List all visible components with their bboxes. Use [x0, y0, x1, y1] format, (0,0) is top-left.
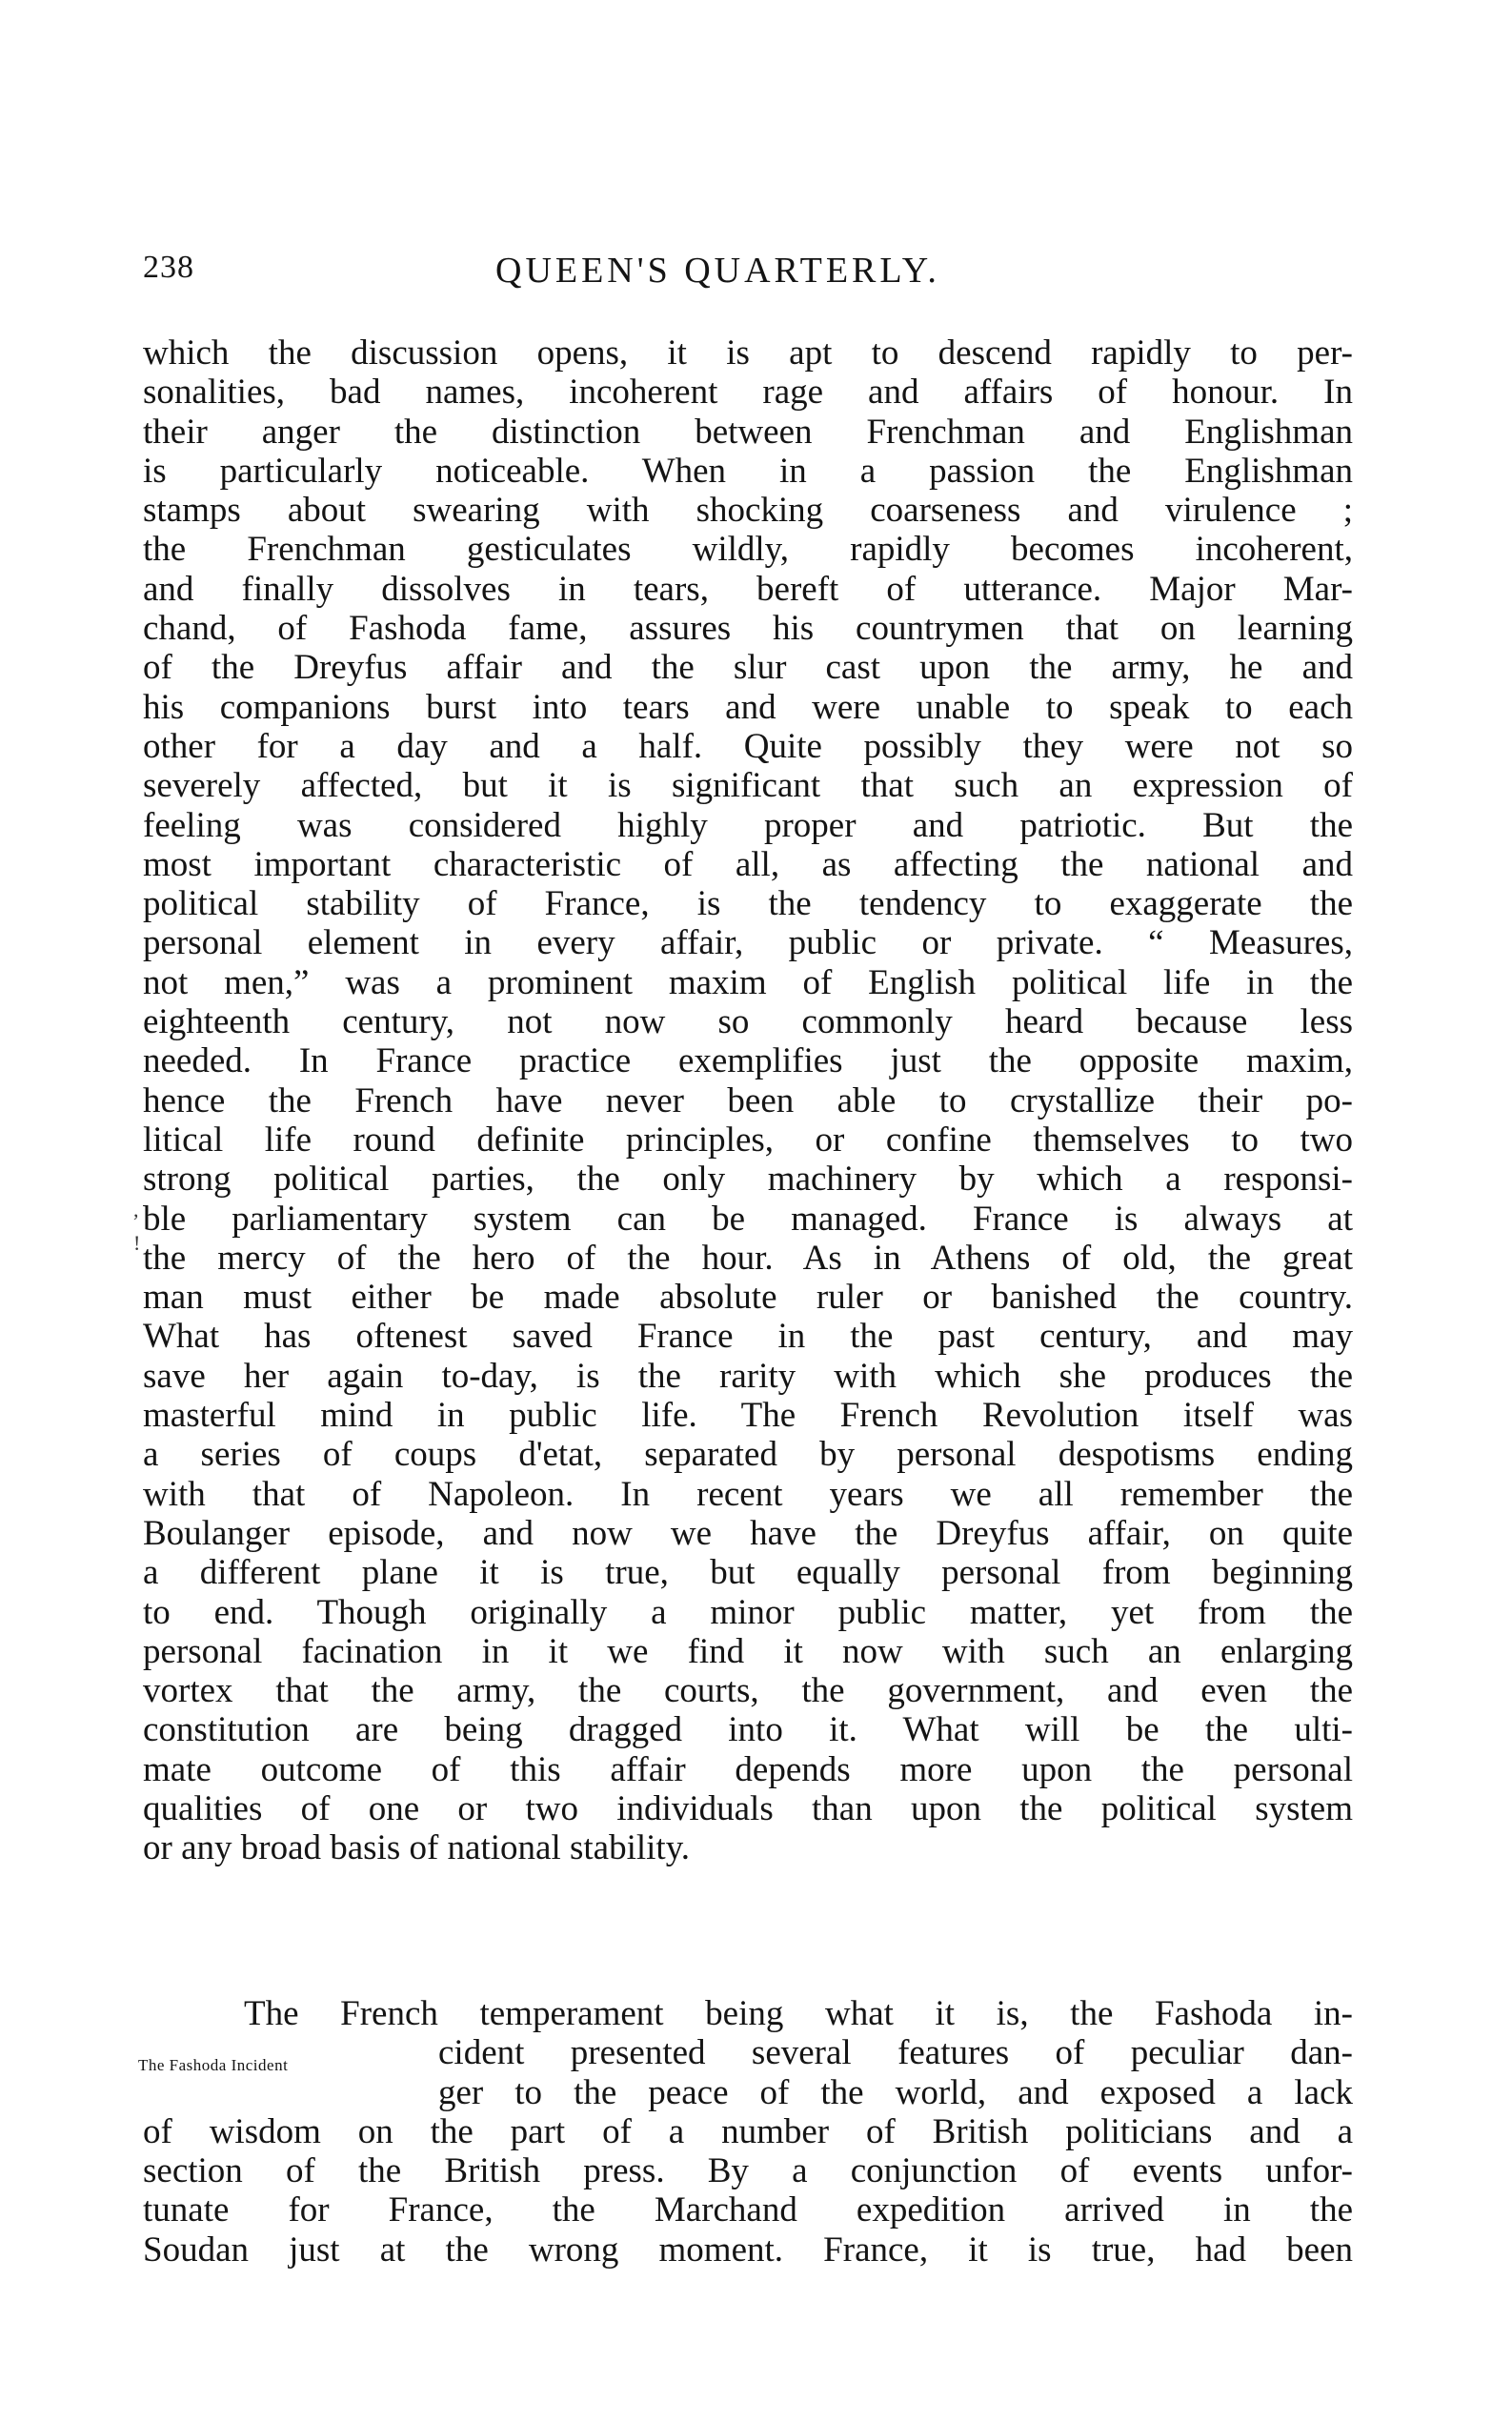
text-line: man must either be made absolute ruler or banished the country.: [143, 1278, 1353, 1318]
text-line: ger to the peace of the world, and exposed a lack: [438, 2072, 1353, 2112]
text-line: to end. Though originally a minor public matter, yet from the: [143, 1592, 1353, 1632]
text-line: feeling was considered highly proper and patriotic. But the: [143, 805, 1353, 845]
text-line: constitution are being dragged into it. What will be the ulti-: [143, 1710, 1353, 1750]
text-line: which the discussion opens, it is apt to descend rapidly to per-: [143, 333, 1353, 373]
text-line: and finally dissolves in tears, bereft of utterance. Major Mar-: [143, 569, 1353, 609]
text-line: the Frenchman gesticulates wildly, rapidly becomes incoherent,: [143, 530, 1353, 570]
text-line: is particularly noticeable. When in a passion the Englishman: [143, 451, 1353, 491]
text-line: not men,” was a prominent maxim of English political life in the: [143, 962, 1353, 1002]
text-line: qualities of one or two individuals than upon the political system: [143, 1788, 1353, 1828]
text-line: most important characteristic of all, as affecting the national and: [143, 844, 1353, 884]
margin-mark: !: [133, 1231, 141, 1255]
text-line: ble parliamentary system can be managed. France is always at: [143, 1199, 1353, 1239]
text-line: eighteenth century, not now so commonly heard because less: [143, 1002, 1353, 1042]
text-line: cident presented several features of peculiar dan-: [438, 2033, 1353, 2073]
text-line: What has oftenest saved France in the past century, and may: [143, 1317, 1353, 1357]
text-line: severely affected, but it is significant that such an expression of: [143, 766, 1353, 806]
paragraph-2: [143, 1994, 1353, 2270]
text-line: Soudan just at the wrong moment. France, it is true, had been: [143, 2229, 1353, 2270]
text-line: the mercy of the hero of the hour. As in Athens of old, the great: [143, 1238, 1353, 1278]
text-line: masterful mind in public life. The French Revolution itself was: [143, 1396, 1353, 1436]
text-line: needed. In France practice exemplifies just the opposite maxim,: [143, 1041, 1353, 1081]
text-line: with that of Napoleon. In recent years we all remember the: [143, 1474, 1353, 1514]
text-line: tunate for France, the Marchand expedition arrived in the: [143, 2190, 1353, 2230]
text-line: political stability of France, is the tendency to exaggerate the: [143, 884, 1353, 924]
text-line: personal facination in it we find it now with such an enlarging: [143, 1631, 1353, 1671]
text-line: personal element in every affair, public or private. “ Measures,: [143, 923, 1353, 963]
text-line: save her again to-day, is the rarity with which she produces the: [143, 1356, 1353, 1396]
text-line: litical life round definite principles, or confine themselves to two: [143, 1120, 1353, 1160]
text-line: his companions burst into tears and were unable to speak to each: [143, 687, 1353, 727]
text-line: section of the British press. By a conjunction of events unfor-: [143, 2151, 1353, 2191]
text-line: Boulanger episode, and now we have the Dreyfus affair, on quite: [143, 1513, 1353, 1553]
paragraph-1: [143, 333, 1353, 1868]
text-line: a different plane it is true, but equally personal from beginning: [143, 1553, 1353, 1593]
text-line: vortex that the army, the courts, the government, and even the: [143, 1671, 1353, 1711]
text-line: of wisdom on the part of a number of British politicians and a: [143, 2111, 1353, 2151]
text-line: sonalities, bad names, incoherent rage and affairs of honour. In: [143, 373, 1353, 413]
text-line: strong political parties, the only machinery by which a responsi-: [143, 1160, 1353, 1200]
page-number: 238: [143, 250, 194, 285]
journal-title: QUEEN'S QUARTERLY.: [495, 251, 940, 291]
text-line: mate outcome of this affair depends more upon the personal: [143, 1749, 1353, 1789]
text-line: a series of coups d'etat, separated by personal despotisms ending: [143, 1435, 1353, 1475]
running-head: [143, 250, 1353, 297]
text-line: or any broad basis of national stability.: [143, 1828, 691, 1868]
text-line: their anger the distinction between Frenchman and Englishman: [143, 412, 1353, 452]
text-line: of the Dreyfus affair and the slur cast upon the army, he and: [143, 648, 1353, 688]
sidenote: The Fashoda Incident: [138, 2056, 289, 2074]
text-line: The French temperament being what it is, the Fashoda in-: [244, 1994, 1353, 2033]
text-line: other for a day and a half. Quite possibly they were not so: [143, 726, 1353, 766]
text-line: chand, of Fashoda fame, assures his countrymen that on learning: [143, 609, 1353, 649]
text-line: hence the French have never been able to crystallize their po-: [143, 1080, 1353, 1120]
margin-mark: ,: [133, 1198, 139, 1221]
text-line: stamps about swearing with shocking coarseness and virulence ;: [143, 491, 1353, 531]
